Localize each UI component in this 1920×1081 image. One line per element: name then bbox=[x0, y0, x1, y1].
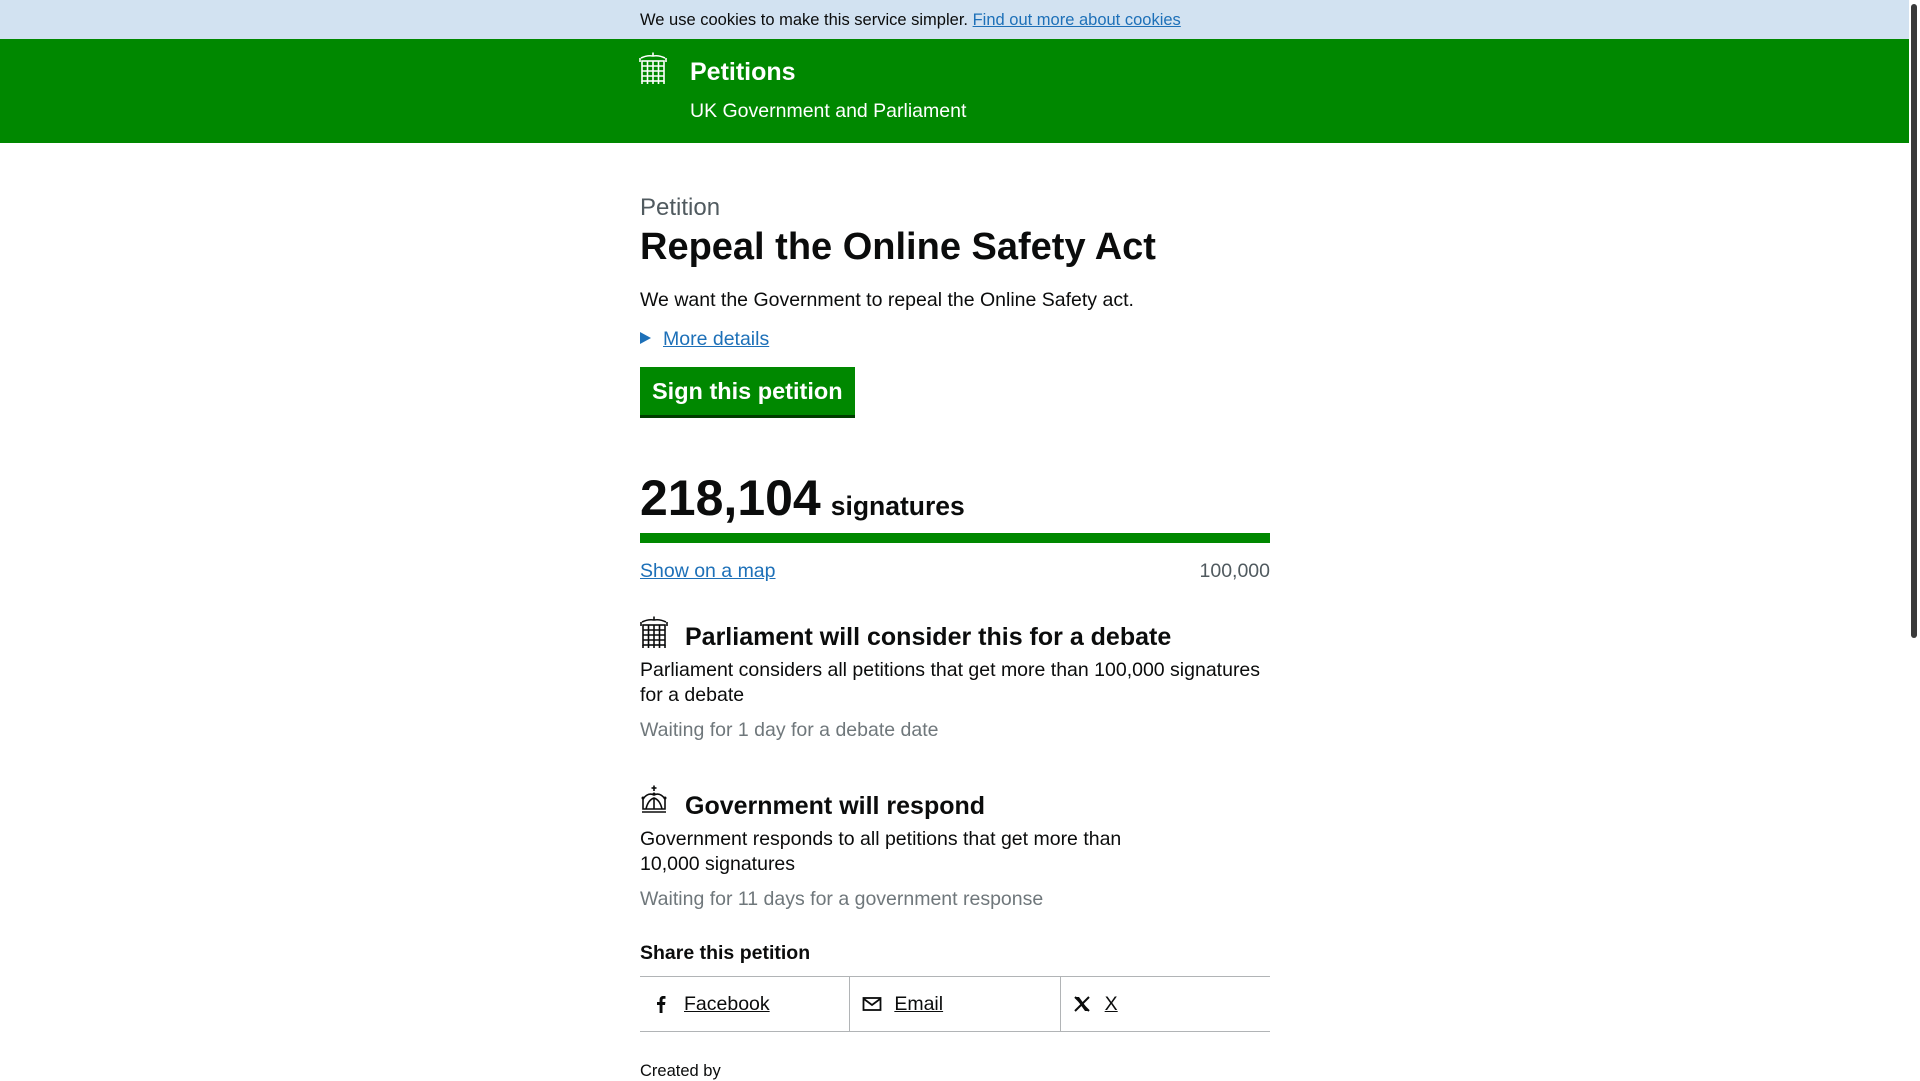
government-response-title: Government will respond bbox=[685, 792, 986, 820]
cookie-info-link[interactable]: Find out more about cookies bbox=[972, 11, 1181, 29]
created-by: Created by bbox=[640, 1062, 721, 1080]
caret-right-icon bbox=[640, 332, 651, 344]
facebook-icon bbox=[652, 995, 668, 1018]
share-email[interactable] bbox=[850, 977, 1060, 1031]
government-response-text: Government responds to all petitions that get more than 10,000 signatures bbox=[640, 828, 1122, 875]
more-details-link[interactable]: More details bbox=[663, 328, 770, 350]
debate-threshold-status: Waiting for 1 day for a debate date bbox=[640, 719, 939, 741]
government-response-section bbox=[640, 783, 1270, 912]
share-facebook-link[interactable]: Facebook bbox=[684, 993, 770, 1015]
share-title: Share this petition bbox=[640, 942, 811, 964]
site-subtitle: UK Government and Parliament bbox=[690, 100, 967, 122]
share-facebook[interactable] bbox=[640, 977, 850, 1031]
sign-petition-button[interactable]: Sign this petition bbox=[640, 367, 855, 415]
site-title[interactable]: Petitions bbox=[690, 58, 796, 86]
email-icon bbox=[862, 995, 882, 1018]
share-x-link[interactable]: X bbox=[1104, 993, 1118, 1015]
portcullis-icon bbox=[640, 616, 668, 655]
debate-threshold-text: Parliament considers all petitions that get more than 100,000 signatures for a debate bbox=[640, 659, 1261, 706]
site-header bbox=[0, 39, 1909, 143]
debate-threshold-section bbox=[640, 614, 1270, 743]
scrollbar-thumb[interactable] bbox=[1911, 4, 1917, 638]
signature-count-number: 218,104 bbox=[640, 470, 821, 526]
signature-count-label: signatures bbox=[830, 491, 965, 521]
petition-title: Repeal the Online Safety Act bbox=[640, 226, 1156, 268]
signature-count bbox=[640, 468, 965, 528]
debate-threshold-title: Parliament will consider this for a debate bbox=[685, 623, 1172, 651]
cookie-banner-text: We use cookies to make this service simpler. bbox=[640, 11, 968, 29]
page-scrollbar[interactable] bbox=[1909, 0, 1920, 1080]
petition-eyebrow: Petition bbox=[640, 194, 721, 221]
signature-progress-fill bbox=[640, 533, 1270, 543]
portcullis-icon bbox=[639, 52, 667, 91]
share-email-link[interactable]: Email bbox=[894, 993, 944, 1015]
government-response-status: Waiting for 11 days for a government response bbox=[640, 888, 1044, 910]
crown-icon bbox=[640, 785, 668, 820]
share-links bbox=[640, 976, 1270, 1032]
signature-progress-bar bbox=[640, 533, 1270, 543]
signature-threshold: 100,000 bbox=[1199, 560, 1270, 582]
show-on-map-link[interactable]: Show on a map bbox=[640, 560, 776, 582]
x-icon bbox=[1073, 995, 1091, 1018]
cookie-banner bbox=[0, 0, 1909, 39]
share-x[interactable] bbox=[1061, 977, 1270, 1031]
more-details-toggle[interactable] bbox=[640, 326, 769, 352]
petition-summary: We want the Government to repeal the Online Safety act. bbox=[640, 289, 1134, 311]
